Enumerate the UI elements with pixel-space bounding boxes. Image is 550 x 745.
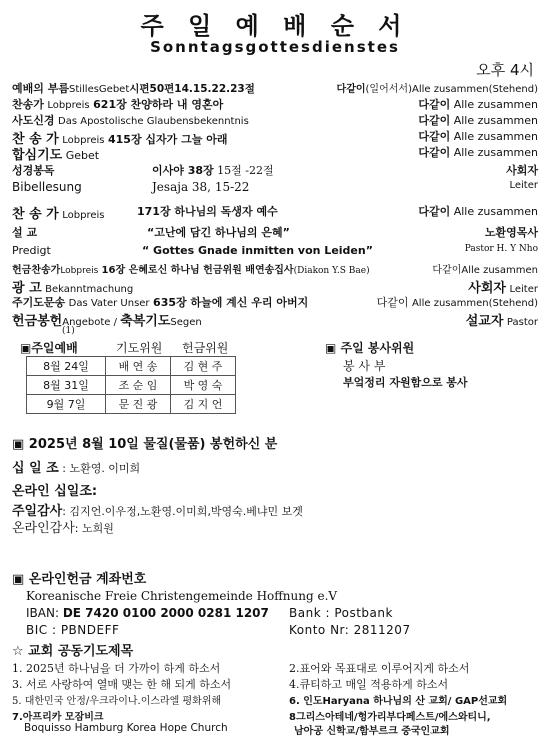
order-label: 주기도문송 xyxy=(12,296,66,309)
schedule-prayer: 배 연 송 xyxy=(106,357,171,376)
order-content: 171장 하나님의 독생자 예수 xyxy=(137,205,278,218)
tithe-line xyxy=(12,457,140,476)
order-item-notice xyxy=(12,277,538,296)
service-time: 오후 4시 xyxy=(476,61,534,79)
bank-iban-line xyxy=(26,606,269,620)
schedule-heading: ▣주일예배 xyxy=(20,341,78,355)
list-item: 5. 대한민국 안정/우크라이나.이스라엘 평화위해 xyxy=(12,696,222,707)
sermon-title-de: “ Gottes Gnade inmitten von Leiden” xyxy=(142,244,373,257)
order-item-creed xyxy=(12,112,538,128)
order-label: 찬송가 xyxy=(12,98,44,111)
list-item: 6. 인도Haryana 하나님의 산 교회/ GAP선교회 xyxy=(289,696,508,707)
order-label: 찬 송 가 xyxy=(12,207,59,222)
order-item-hymn1 xyxy=(12,96,538,112)
order-label: 헌금찬송가 xyxy=(12,265,61,276)
bank-konto: Konto Nr: 2811207 xyxy=(289,623,411,637)
order-role: 다같이 xyxy=(376,296,409,309)
order-item-hymn2 xyxy=(12,128,538,147)
schedule-header xyxy=(20,339,78,356)
list-item: 3. 서로 사랑하여 열매 맺는 한 해 되게 하소서 xyxy=(12,678,232,691)
order-item-call xyxy=(12,80,538,96)
order-role-de: Alle zusammen xyxy=(453,114,538,127)
order-label-de: Das Apostolische Glaubensbekenntnis xyxy=(58,116,249,127)
list-item: Boquisso Hamburg Korea Hope Church xyxy=(24,722,228,734)
list-item: 8그리스아테네/헝가리부다페스트/에스와티니, xyxy=(289,712,491,723)
order-item-lords-prayer xyxy=(12,294,538,310)
sermon-label-de: Predigt xyxy=(12,244,51,257)
schedule-offering: 김 현 주 xyxy=(171,357,236,376)
bank-name: Bank : Postbank xyxy=(289,606,393,620)
sermon-title: “고난에 담긴 하나님의 은혜” xyxy=(147,226,290,239)
schedule-col2: 헌금위원 xyxy=(182,341,229,355)
list-item: 1. 2025년 하나님을 더 가까이 하게 하소서 xyxy=(12,662,221,675)
order-role-de: Alle zusammen xyxy=(453,130,538,143)
order-content: 415장 십자가 그늘 아래 xyxy=(107,133,228,146)
page-title: 주 일 예 배 순 서 xyxy=(140,12,410,40)
reading-role-de: Leiter xyxy=(509,180,538,191)
online-thanks-line xyxy=(12,517,114,536)
order-label: 사도신경 xyxy=(12,114,55,127)
order-content: 시편50편14.15.22.23절 xyxy=(129,83,255,95)
list-item: 7.아프리카 모잠비크 xyxy=(12,712,104,723)
order-role-de: Pastor xyxy=(506,317,538,328)
reading-role: 사회자 xyxy=(506,164,538,177)
online-thanks-label: 온라인감사 xyxy=(12,521,75,536)
offerings-heading: ▣ 2025년 8월 10일 물질(물품) 봉헌하신 분 xyxy=(12,437,278,452)
order-label: 찬 송 가 xyxy=(12,132,59,147)
reading-verse: 15절 -22절 xyxy=(217,164,274,177)
schedule-date: 9월 7일 xyxy=(27,395,106,414)
order-role-de: Alle zusammen xyxy=(453,146,538,159)
tithe-label: 십 일 조 xyxy=(12,461,59,476)
order-role: 다같이 xyxy=(418,146,451,159)
order-role: 다같이 xyxy=(432,265,462,276)
schedule-date: 8월 31일 xyxy=(27,376,106,395)
footnote-marker: (1) xyxy=(62,326,75,336)
order-label-de: Gebet xyxy=(65,149,100,162)
order-label-de: Lobpreis xyxy=(62,135,105,146)
sermon-preacher-de: Pastor H. Y Nho xyxy=(464,244,538,254)
order-item-benediction xyxy=(12,310,538,329)
tithe-names: : 노환영. 이미희 xyxy=(62,462,141,475)
order-role: 설교자 xyxy=(465,314,504,329)
reading-label-de: Bibellesung xyxy=(12,180,82,194)
schedule-date: 8월 24일 xyxy=(27,357,106,376)
order-content: 16장 은혜로신 하나님 헌금위원 배연송집사 xyxy=(101,265,294,276)
online-tithe-line xyxy=(12,480,97,499)
table-row xyxy=(27,395,236,414)
bank-bic: BIC : PBNDEFF xyxy=(26,623,120,637)
order-label-de: Angebote / xyxy=(62,317,121,328)
order-label: 헌금봉헌 xyxy=(12,314,63,329)
service-heading: ▣ 주일 봉사위원 xyxy=(325,341,415,355)
prayer-heading: ☆ 교회 공동기도제목 xyxy=(12,644,134,659)
schedule-offering: 김 지 언 xyxy=(171,395,236,414)
order-role: 다같이 xyxy=(418,205,451,218)
order-role-de: Alle zusammen(Stehend) xyxy=(411,298,538,309)
list-item: 남아공 신학교/함부르크 중국인교회 xyxy=(294,726,450,737)
order-role: 다같이 xyxy=(418,98,451,111)
order-role-de: Leiter xyxy=(509,284,538,295)
order-label-2: 축복기도 xyxy=(120,314,171,329)
order-label: 광 고 xyxy=(12,281,42,296)
order-role: 다같이 xyxy=(418,130,451,143)
service-line2: 부엌정리 자원함으로 봉사 xyxy=(343,376,468,389)
table-row xyxy=(27,357,236,376)
schedule-table xyxy=(26,356,236,414)
order-label-de: Lobpreis xyxy=(60,266,99,276)
order-label-de: Bekanntmachung xyxy=(45,284,134,295)
order-role-de: Alle zusammen xyxy=(453,98,538,111)
bank-iban: DE 7420 0100 2000 0281 1207 xyxy=(62,606,269,620)
order-label-de: Lobpreis xyxy=(62,210,105,221)
online-tithe-label: 온라인 십일조 xyxy=(12,484,92,499)
table-row xyxy=(27,376,236,395)
bank-heading: ▣ 온라인헌금 계좌번호 xyxy=(12,572,147,587)
page-subtitle: Sonntagsgottesdienstes xyxy=(150,38,400,56)
sermon-label: 설 교 xyxy=(12,226,38,239)
order-label: 합심기도 xyxy=(12,148,63,163)
order-role-de: Alle zusammen xyxy=(461,265,538,276)
order-label-de: Das Vater Unser xyxy=(68,298,150,309)
schedule-prayer: 조 순 임 xyxy=(106,376,171,395)
order-item-sermon xyxy=(12,224,538,240)
order-item-offering-hymn xyxy=(12,261,538,277)
reading-ref: 이사야 38장 xyxy=(152,164,214,177)
bank-account-name: Koreanische Freie Christengemeinde Hoffnung e.V xyxy=(26,589,338,603)
order-label-2-de: Segen xyxy=(170,317,202,328)
order-content: 621장 찬양하라 내 영혼아 xyxy=(93,98,224,111)
order-label-de: StillesGebet xyxy=(68,84,130,95)
schedule-prayer: 문 진 광 xyxy=(106,395,171,414)
reading-label: 성경봉독 xyxy=(12,164,55,177)
online-thanks-names: : 노희원 xyxy=(74,522,114,535)
schedule-offering: 박 영 숙 xyxy=(171,376,236,395)
order-content-de: (Diakon Y.S Bae) xyxy=(293,266,370,276)
thanks-names: : 김지언.이우정,노환영.이미희,박영숙.베냐민 보겟 xyxy=(62,505,303,518)
order-item-sermon-de xyxy=(12,244,538,260)
reading-ref-de: Jesaja 38, 15-22 xyxy=(152,180,250,194)
order-label-de: Lobpreis xyxy=(47,100,90,111)
order-item-prayer xyxy=(12,144,538,163)
order-item-reading-de xyxy=(12,180,538,196)
order-item-hymn3 xyxy=(12,203,538,222)
order-label: 예배의 부름 xyxy=(12,82,69,95)
sermon-preacher: 노환영목사 xyxy=(484,226,538,239)
order-role: 사회자 xyxy=(468,281,506,296)
order-role-de: Alle zusammen xyxy=(453,205,538,218)
thanks-label: 주일감사 xyxy=(12,504,63,519)
order-role-de: (일어서서)Alle zusammen(Stehend) xyxy=(365,84,538,95)
list-item: 2.표어와 목표대로 이루어지게 하소서 xyxy=(289,662,470,675)
order-item-reading xyxy=(12,162,538,178)
order-role: 다같이 xyxy=(418,114,451,127)
bank-iban-label: IBAN: xyxy=(26,606,63,620)
schedule-col1: 기도위원 xyxy=(116,341,163,355)
online-tithe-value: : xyxy=(91,484,98,499)
order-role: 다같이 xyxy=(336,84,366,95)
order-content: 635장 하늘에 계신 우리 아버지 xyxy=(153,296,309,309)
list-item: 4.큐티하고 매일 적용하게 하소서 xyxy=(289,678,449,691)
service-line1: 봉 사 부 xyxy=(343,359,386,373)
